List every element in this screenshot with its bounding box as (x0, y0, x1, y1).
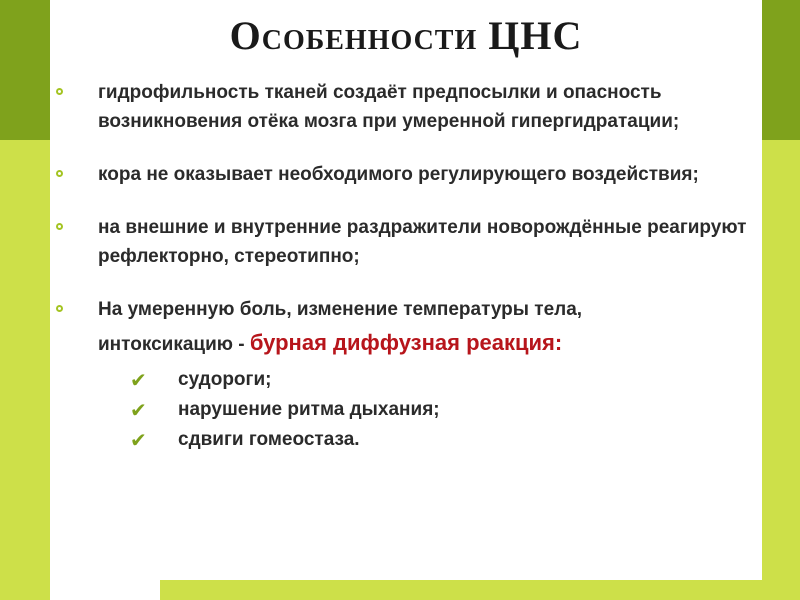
bullet-text: гидрофильность тканей создаёт предпосылки и опасность возникновения отёка мозга при умеренной гипергидратации; (98, 82, 680, 132)
bullet-item (54, 78, 754, 136)
checkmark-icon: ✔ (130, 428, 147, 452)
bullet-text-prefix: интоксикацию - (98, 334, 250, 355)
sub-item-text: сдвиги гомеостаза. (178, 429, 360, 450)
sub-list (98, 365, 754, 455)
checkmark-icon: ✔ (130, 398, 147, 422)
highlighted-reaction-text: бурная диффузная реакция: (249, 330, 563, 355)
sub-list-item (124, 395, 754, 425)
bullet-circle-icon (56, 305, 63, 312)
decor-bar-left-bottom (0, 140, 50, 600)
bullet-circle-icon (56, 223, 63, 230)
bullet-text: на внешние и внутренние раздражители новорождённые реагируют рефлекторно, стереотипно; (98, 217, 747, 267)
decor-bar-left-top (0, 0, 50, 140)
sub-list-item (124, 425, 754, 455)
sub-item-text: нарушение ритма дыхания; (178, 399, 440, 420)
slide-content (54, 78, 754, 455)
bullet-item (54, 213, 754, 271)
decor-bar-bottom (160, 580, 762, 600)
bullet-circle-icon (56, 88, 63, 95)
checkmark-icon: ✔ (130, 368, 147, 392)
bullet-item (54, 295, 754, 455)
sub-item-text: судороги; (178, 369, 272, 390)
bullet-text-line-2 (98, 328, 754, 359)
bullet-circle-icon (56, 170, 63, 177)
bullet-item (54, 160, 754, 189)
slide-title: Особенности ЦНС (229, 13, 583, 58)
sub-list-item (124, 365, 754, 395)
decor-bar-right-bottom (762, 140, 800, 600)
bullet-text: кора не оказывает необходимого регулирующего воздействия; (98, 164, 699, 185)
decor-bar-right-top (762, 0, 800, 140)
bullet-text-line-1: На умеренную боль, изменение температуры тела, (98, 299, 583, 320)
